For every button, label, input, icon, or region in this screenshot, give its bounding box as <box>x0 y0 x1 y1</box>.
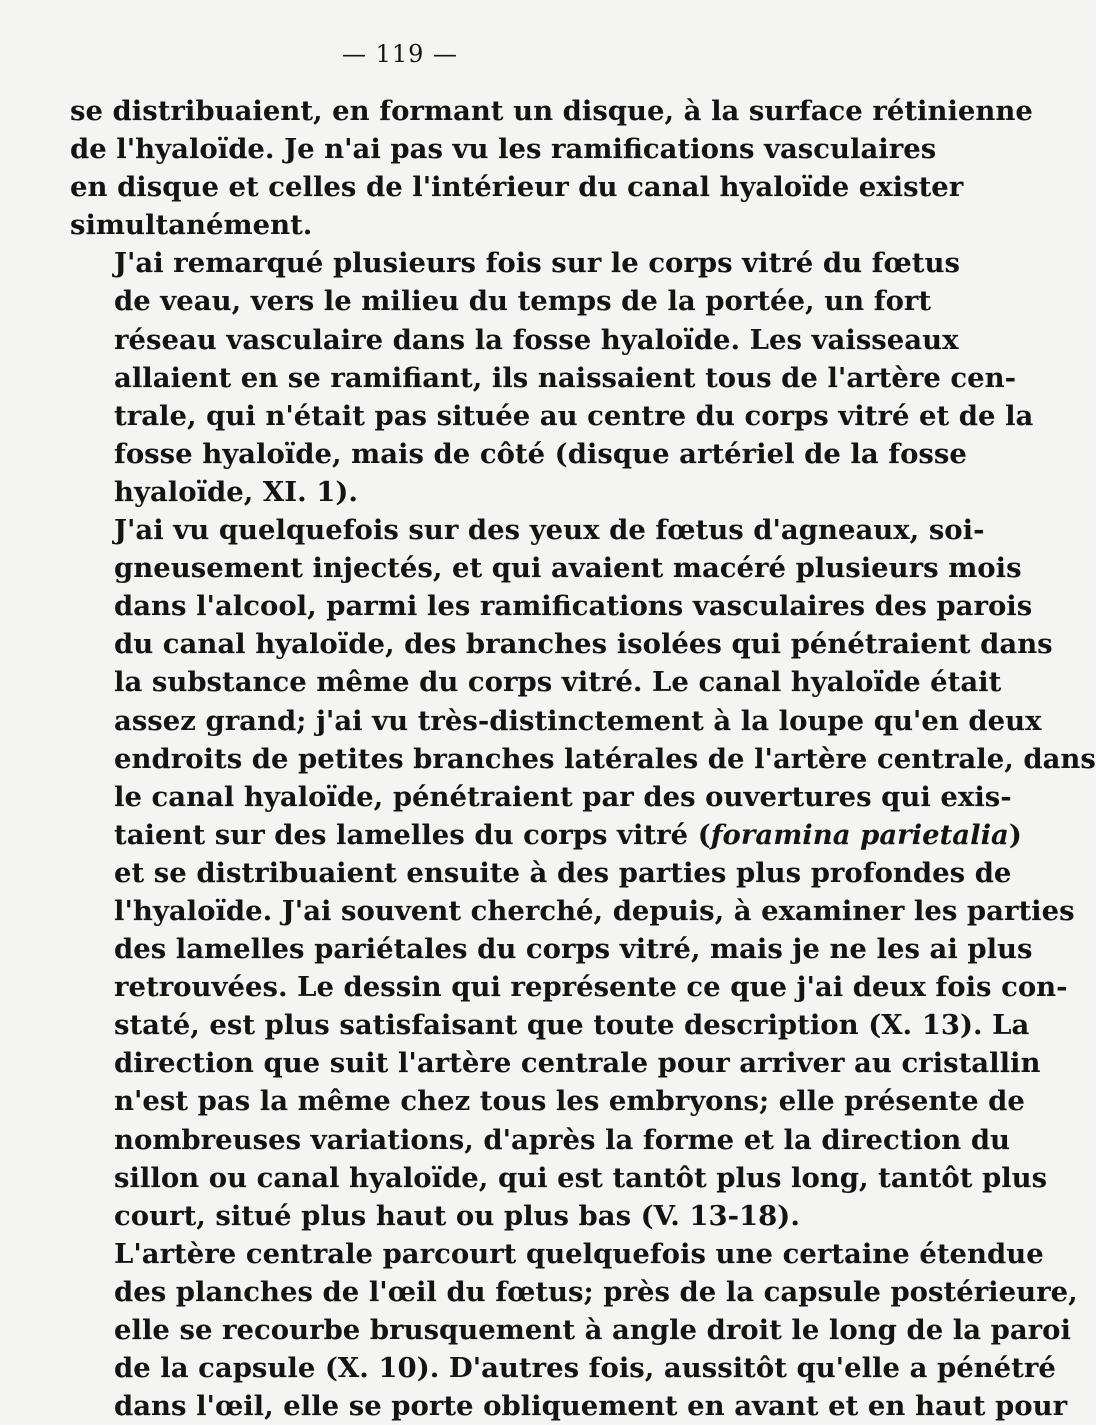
paragraph <box>70 92 1033 244</box>
text-line: simultanément. <box>70 209 313 242</box>
text-line: direction que suit l'artère centrale pour arriver au cristallin <box>114 1047 1041 1080</box>
text-line: se distribuaient, en formant un disque, à la surface rétinienne <box>70 95 1033 127</box>
text-line: du canal hyaloïde, des branches isolées qui pénétraient dans <box>114 628 1053 661</box>
text-line: et se distribuaient ensuite à des parties plus profondes de <box>114 856 1012 889</box>
text-line: J'ai vu quelquefois sur des yeux de fœtus d'agneaux, soi- <box>114 514 985 547</box>
text-line: dans l'œil, elle se porte obliquement en avant et en haut pour <box>114 1390 1068 1423</box>
text-line: L'artère centrale parcourt quelquefois une certaine étendue <box>114 1237 1044 1270</box>
text-line: nombreuses variations, d'après la forme et la direction du <box>114 1123 1011 1156</box>
body-text <box>70 92 1096 1425</box>
text-line: trale, qui n'était pas située au centre du corps vitré et de la <box>114 399 1034 432</box>
text-line: réseau vasculaire dans la fosse hyaloïde. Les vaisseaux <box>114 323 959 356</box>
text-line: dans l'alcool, parmi les ramifications vasculaires des parois <box>114 590 1033 623</box>
text-line: endroits de petites branches latérales de l'artère centrale, dans <box>114 742 1096 775</box>
text-line: elle se recourbe brusquement à angle droit le long de la paroi <box>114 1314 1071 1346</box>
text-line: fosse hyaloïde, mais de côté (disque artériel de la fosse <box>114 437 967 470</box>
text-line: allaient en se ramifiant, ils naissaient tous de l'artère cen- <box>114 361 1017 394</box>
text-line: des lamelles pariétales du corps vitré, mais je ne les ai plus <box>114 933 1033 966</box>
text-line: hyaloïde, XI. 1). <box>114 475 358 508</box>
text-line: staté, est plus satisfaisant que toute description (X. 13). La <box>114 1009 1030 1042</box>
text-line: retrouvées. Le dessin qui représente ce que j'ai deux fois con- <box>114 971 1068 1004</box>
text-line: sillon ou canal hyaloïde, qui est tantôt plus long, tantôt plus <box>114 1161 1048 1194</box>
text-line: de l'hyaloïde. Je n'ai pas vu les ramifications vasculaires <box>70 133 937 166</box>
text-line: des planches de l'œil du fœtus; près de la capsule postérieure, <box>114 1275 1078 1308</box>
text-line: taient sur des lamelles du corps vitré (foramina parietalia) <box>114 818 1022 851</box>
text-line: l'hyaloïde. J'ai souvent cherché, depuis, à examiner les parties <box>114 894 1075 927</box>
text-line: assez grand; j'ai vu très-distinctement à la loupe qu'en deux <box>114 704 1042 737</box>
paragraph <box>70 1235 1078 1425</box>
paragraph <box>70 244 1034 511</box>
text-line: gneusement injectés, et qui avaient macéré plusieurs mois <box>114 552 1022 585</box>
text-line: en disque et celles de l'intérieur du canal hyaloïde exister <box>70 171 964 204</box>
text-line: de veau, vers le milieu du temps de la portée, un fort <box>114 285 932 318</box>
text-line: J'ai remarqué plusieurs fois sur le corps vitré du fœtus <box>114 247 960 280</box>
text-line: le canal hyaloïde, pénétraient par des ouvertures qui exis- <box>114 780 1012 813</box>
paragraph <box>70 511 1096 1235</box>
text-line: de la capsule (X. 10). D'autres fois, aussitôt qu'elle a pénétré <box>114 1352 1056 1385</box>
text-line: la substance même du corps vitré. Le canal hyaloïde était <box>114 666 1002 699</box>
text-line: n'est pas la même chez tous les embryons; elle présente de <box>114 1085 1025 1118</box>
page-number: — 119 — <box>341 40 459 68</box>
text-line: court, situé plus haut ou plus bas (V. 13-18). <box>114 1199 800 1232</box>
